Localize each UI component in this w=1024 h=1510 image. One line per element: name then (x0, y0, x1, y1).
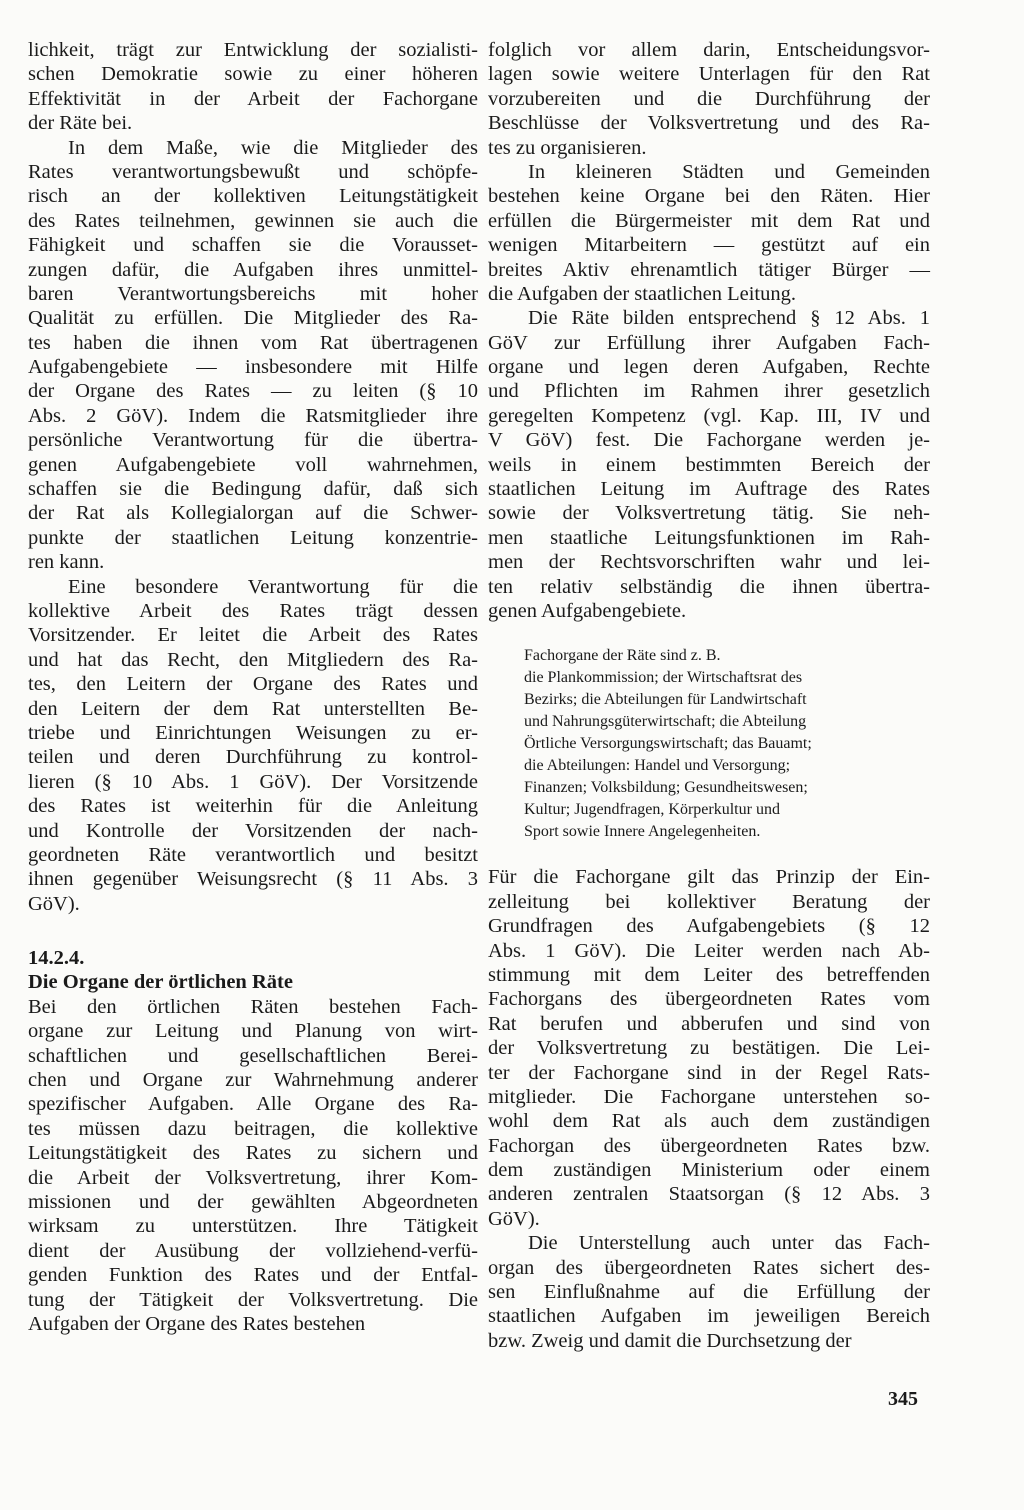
text-line: spezifischer Aufgaben. Alle Organe des Ra- (28, 1093, 478, 1116)
paragraph (488, 38, 930, 160)
text-line: Fachorgan des übergeordneten Rates bzw. (488, 1134, 930, 1157)
text-line: Qualität zu erfüllen. Die Mitglieder des Ra- (28, 307, 478, 330)
paragraph (28, 995, 478, 1336)
text-line: stimmung mit dem Leiter des betreffenden (488, 963, 930, 986)
text-line: In dem Maße, wie die Mitglieder des (68, 136, 478, 159)
text-line: Rat berufen und abberufen und sind von (488, 1012, 930, 1035)
text-line: schen Demokratie sowie zu einer höheren (28, 63, 478, 86)
text-line: wohl dem Rat als auch dem zuständigen (488, 1110, 930, 1133)
text-line: ihnen gegenüber Weisungsrecht (§ 11 Abs. 3 (28, 868, 478, 891)
text-line: GöV zur Erfüllung ihrer Aufgaben Fach- (488, 331, 930, 354)
text-line: tung der Tätigkeit der Volksvertretung. Die (28, 1288, 478, 1311)
text-line: genden Funktion des Rates und der Entfal- (28, 1264, 478, 1287)
text-line: organe und legen deren Aufgaben, Rechte (488, 356, 930, 379)
text-line: tes haben die ihnen vom Rat übertragenen (28, 331, 478, 354)
text-line: mitglieder. Die Fachorgane unterstehen so- (488, 1085, 930, 1108)
text-line: In kleineren Städten und Gemeinden (528, 160, 930, 183)
text-line: missionen und der gewählten Abgeordneten (28, 1190, 478, 1213)
text-line: ten relativ selbständig die ihnen übertra- (488, 575, 930, 598)
text-line: tes müssen dazu beitragen, die kollektive (28, 1117, 478, 1140)
left-column (28, 38, 478, 1336)
text-line: men staatliche Leitungsfunktionen im Rah- (488, 526, 930, 549)
paragraph (488, 160, 930, 306)
text-line: der Volksvertretung zu bestätigen. Die Lei- (488, 1037, 930, 1060)
text-line: staatlichen Leitung im Auftrage des Rates (488, 478, 930, 501)
text-line: der Organe des Rates — zu leiten (§ 10 (28, 380, 478, 403)
text-line: zungen dafür, die Aufgaben ihres unmittel- (28, 258, 478, 281)
paragraph (28, 136, 478, 575)
text-line: lichkeit, trägt zur Entwicklung der sozialisti- (28, 39, 478, 61)
paragraph (488, 306, 930, 623)
text-line: V GöV) fest. Die Fachorgane werden je- (488, 429, 930, 452)
text-line: weils in einem bestimmten Bereich der (488, 453, 930, 476)
text-line: genen Aufgabengebiete voll wahrnehmen, (28, 453, 478, 476)
text-line: den Leitern der dem Rat unterstellten Be- (28, 697, 478, 720)
note-line: die Plankommission; der Wirtschaftsrat des (524, 669, 803, 687)
note-line: und Nahrungsgüterwirtschaft; die Abteilung (524, 713, 807, 731)
text-line: des Rates teilnehmen, gewinnen sie auch die (28, 209, 478, 232)
note-line: Bezirks; die Abteilungen für Landwirtschaft (524, 691, 807, 709)
text-line: punkte der staatlichen Leitung konzentrie- (28, 526, 478, 549)
text-line: Effektivität in der Arbeit der Fachorgane (28, 87, 478, 110)
text-line: teilen und deren Durchführung zu kontrol- (28, 746, 478, 769)
text-line: triebe und Einrichtungen Weisungen zu er- (28, 721, 478, 744)
text-line: tes zu organisieren. (488, 136, 647, 159)
text-line: dient der Ausübung der vollziehend-verfü- (28, 1239, 478, 1262)
text-line: kollektive Arbeit des Rates trägt dessen (28, 599, 478, 622)
text-line: und Kontrolle der Vorsitzenden der nach- (28, 819, 478, 842)
text-line: wenigen Mitarbeitern — gestützt auf ein (488, 234, 930, 257)
text-line: sowie der Volksvertretung tätig. Sie neh- (488, 502, 930, 525)
text-line: lieren (§ 10 Abs. 1 GöV). Der Vorsitzende (28, 770, 478, 793)
text-line: organ des übergeordneten Rates sichert des- (488, 1256, 930, 1279)
text-line: dem zuständigen Ministerium oder einem (488, 1159, 930, 1182)
text-line: ter der Fachorgane sind in der Regel Rats- (488, 1061, 930, 1084)
text-line: Für die Fachorgane gilt das Prinzip der Ein- (488, 866, 930, 889)
text-line: chen und Organe zur Wahrnehmung anderer (28, 1069, 478, 1092)
page-number: 345 (888, 1388, 918, 1410)
section-gap (28, 916, 478, 946)
note-line: die Abteilungen: Handel und Versorgung; (524, 757, 791, 775)
note-line: Örtliche Versorgungswirtschaft; das Bauamt; (524, 735, 812, 753)
text-line: Aufgaben der Organe des Rates bestehen (28, 1312, 366, 1335)
text-line: Die Räte bilden entsprechend § 12 Abs. 1 (528, 307, 930, 330)
text-line: organe zur Leitung und Planung von wirt- (28, 1020, 478, 1043)
text-line: Rates verantwortungsbewußt und schöpfe- (28, 160, 478, 183)
text-line: Die Unterstellung auch unter das Fach- (528, 1232, 930, 1255)
text-line: der Rat als Kollegialorgan auf die Schwer- (28, 502, 478, 525)
text-line: Abs. 1 GöV). Die Leiter werden nach Ab- (488, 939, 930, 962)
text-line: tes, den Leitern der Organe des Rates und (28, 673, 478, 696)
text-line: Aufgabengebiete — insbesondere mit Hilfe (28, 356, 478, 379)
text-line: GöV). (488, 1207, 540, 1230)
text-line: Leitungstätigkeit des Rates zu sichern und (28, 1142, 478, 1165)
paragraph (28, 38, 478, 136)
text-line: wirksam zu unterstützen. Ihre Tätigkeit (28, 1215, 478, 1238)
text-line: folglich vor allem darin, Entscheidungsvor- (488, 39, 930, 61)
text-line: vorzubereiten und die Durchführung der (488, 87, 930, 110)
text-line: schaftlichen und gesellschaftlichen Berei- (28, 1044, 478, 1067)
text-line: sen Einflußnahme auf die Erfüllung der (488, 1281, 930, 1304)
text-line: bestehen keine Organe bei den Räten. Hier (488, 185, 930, 208)
text-line: die Aufgaben der staatlichen Leitung. (488, 282, 796, 305)
note-line: Fachorgane der Räte sind z. B. (524, 647, 721, 665)
text-line: breites Aktiv ehrenamtlich tätiger Bürger — (488, 258, 930, 281)
paragraph (488, 865, 930, 1231)
text-line: schaffen sie die Bedingung dafür, daß sich (28, 478, 478, 501)
text-line: Grundfragen des Aufgabengebiets (§ 12 (488, 915, 930, 938)
text-line: der Räte bei. (28, 112, 133, 135)
text-line: und Pflichten im Rahmen ihrer gesetzlich (488, 380, 930, 403)
text-line: Eine besondere Verantwortung für die (68, 575, 478, 598)
text-line: risch an der kollektiven Leitungstätigkeit (28, 185, 478, 208)
text-line: GöV). (28, 892, 80, 915)
section-number: 14.2.4. (28, 947, 85, 970)
example-note (524, 645, 920, 843)
text-line: erfüllen die Bürgermeister mit dem Rat und (488, 209, 930, 232)
text-line: genen Aufgabengebiete. (488, 599, 687, 622)
text-line: ren kann. (28, 551, 105, 574)
text-line: baren Verantwortungsbereichs mit hoher (28, 282, 478, 305)
note-line: Sport sowie Innere Angelegenheiten. (524, 823, 761, 841)
text-line: persönliche Verantwortung für die übertra- (28, 429, 478, 452)
text-line: men der Rechtsvorschriften wahr und lei- (488, 551, 930, 574)
text-line: zelleitung bei kollektiver Beratung der (488, 890, 930, 913)
text-line: die Arbeit der Volksvertretung, ihrer Kom- (28, 1166, 478, 1189)
text-line: bzw. Zweig und damit die Durchsetzung der (488, 1329, 852, 1352)
paragraph (488, 1231, 930, 1353)
note-line: Finanzen; Volksbildung; Gesundheitswesen; (524, 779, 808, 797)
text-line: des Rates ist weiterhin für die Anleitung (28, 795, 478, 818)
text-line: Bei den örtlichen Räten bestehen Fach- (28, 995, 478, 1018)
text-line: lagen sowie weitere Unterlagen für den Rat (488, 63, 930, 86)
text-line: Fähigkeit und schaffen sie die Vorausset- (28, 234, 478, 257)
text-line: staatlichen Aufgaben im jeweiligen Bereich (488, 1305, 930, 1328)
text-line: geordneten Räte verantwortlich und besitzt (28, 843, 478, 866)
section-title: Die Organe der örtlichen Räte (28, 971, 293, 994)
right-column (488, 38, 930, 1353)
text-line: Abs. 2 GöV). Indem die Ratsmitglieder ihre (28, 404, 478, 427)
text-line: Vorsitzender. Er leitet die Arbeit des Rates (28, 624, 478, 647)
text-line: geregelten Kompetenz (vgl. Kap. III, IV und (488, 404, 930, 427)
note-line: Kultur; Jugendfragen, Körperkultur und (524, 801, 780, 819)
text-line: Beschlüsse der Volksvertretung und des Ra- (488, 112, 930, 135)
text-line: Fachorgans des übergeordneten Rates vom (488, 988, 930, 1011)
paragraph (28, 575, 478, 916)
text-line: und hat das Recht, den Mitgliedern des Ra- (28, 648, 478, 671)
text-line: anderen zentralen Staatsorgan (§ 12 Abs. 3 (488, 1183, 930, 1206)
